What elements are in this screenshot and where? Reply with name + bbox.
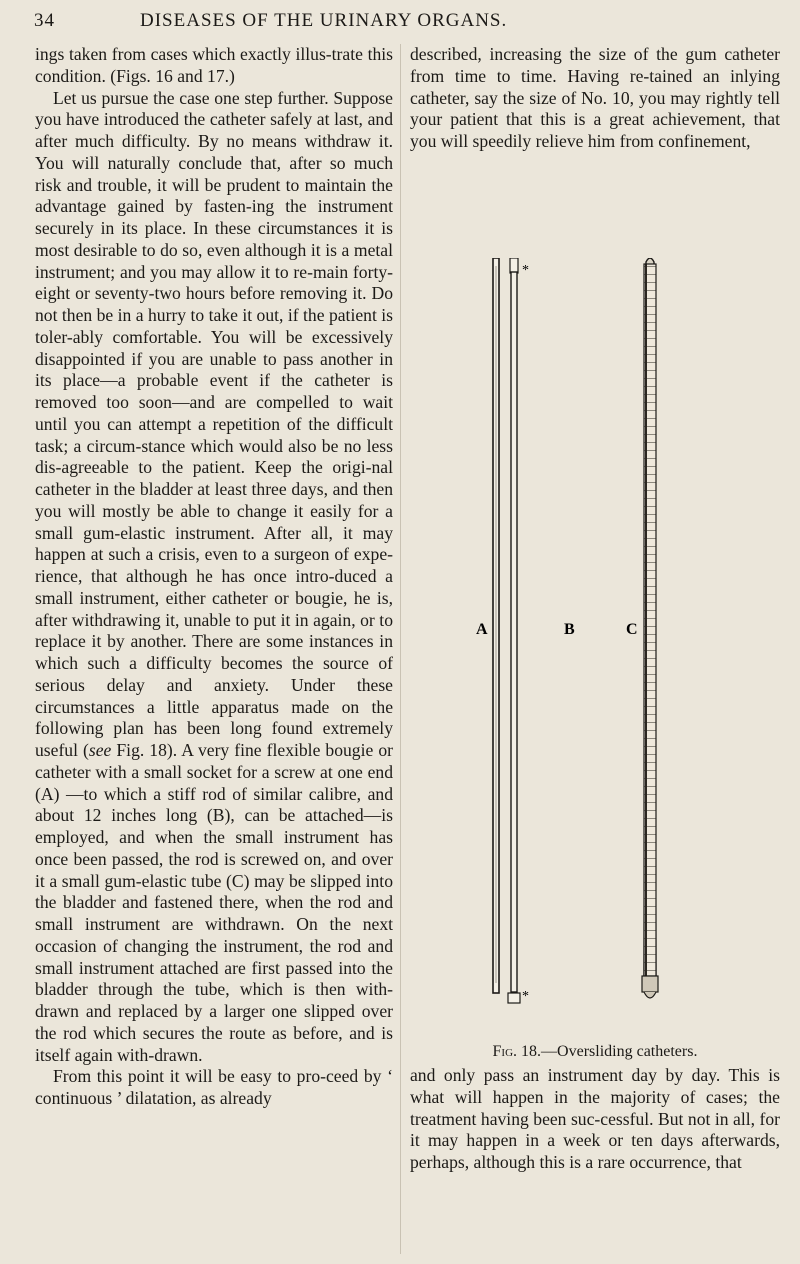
oversliding-catheters-illustration [410, 258, 780, 1048]
figure-18 [410, 258, 780, 1048]
rod-b [508, 258, 520, 1003]
right-column-bottom [410, 1065, 780, 1174]
asterisk-top: * [522, 263, 529, 278]
left-column [35, 44, 393, 1110]
page-number: 34 [34, 10, 55, 31]
paragraph-2: Let us pursue the case one step further. Suppose you have introduced the catheter safely at last, and after much difficulty. By no means withdraw it. You will naturally conclude that, after so much risk and trouble, it will be prudent to maintain the advantage gained by fasten-ing the instrument securely in its place. In these circumstances it is most desirable to do so, even although it is a metal instrument; and you may allow it to re-main forty-eight or seventy-two hours before removing it. Do not then be in a hurry to take it out, if the patient is toler-ably comfortable. You will be excessively disappointed if you are unable to pass another in its place—a probable event if the catheter is removed too soon—and are compelled to wait until you can attempt a repetition of the difficult task; a circum-stance which would also be no less dis-agreeable to the patient. Keep the origi-nal catheter in the bladder at least three days, and then you will mostly be able to change it easily for a small gum-elastic instrument. After all, it may happen at such a crisis, even to a surgeon of expe-rience, that although he has once intro-duced a small instrument, either catheter or bougie, he is, after withdrawing it, unable to put it in again, or to replace it by another. There are some instances in which such a difficulty becomes the source of serious delay and anxiety. Under these circumstances a little apparatus made on the following plan has been long found extremely useful (see Fig. 18). A very fine flexible bougie or catheter with a small socket for a screw at one end (A) —to which a stiff rod of similar calibre, and about 12 inches long (B), can be attached—is employed, and when the small instrument has once been passed, the rod is screwed on, and over it a small gum-elastic tube (C) may be slipped into the bladder and fastened there, when the rod and small instrument are withdrawn. On the next occasion of changing the instrument, the rod and small instrument attached are first passed into the bladder through the tube, which is then with-drawn and replaced by a larger one slipped over the rod which secures the route as before, and is itself again with-drawn. [35, 87, 393, 1065]
running-title: DISEASES OF THE URINARY ORGANS. [140, 10, 508, 31]
right-column-top [410, 44, 780, 153]
see-italic: see [88, 740, 112, 760]
paragraph-3: From this point it will be easy to pro-ceed by ‘ continuous ’ dilatation, as already [35, 1066, 393, 1108]
tube-c [642, 258, 658, 998]
paragraph-right-top: described, increasing the size of the gum catheter from time to time. Having re-tained an inlying catheter, say the size of No. 10, you may rightly tell your patient that this is a great achievement, that you will speedily relieve him from confinement, [410, 44, 780, 151]
label-c: C [626, 621, 638, 638]
column-divider [400, 44, 401, 1254]
label-a: A [476, 621, 488, 638]
paragraph-1: ings taken from cases which exactly illus-trate this condition. (Figs. 16 and 17.) [35, 44, 393, 86]
page-header [30, 6, 770, 38]
figure-caption [410, 1043, 780, 1061]
caption-label: Fig. 18. [492, 1043, 542, 1060]
asterisk-bottom: * [522, 989, 529, 1004]
caption-text: —Oversliding catheters. [541, 1043, 698, 1060]
paragraph-right-bottom: and only pass an instrument day by day. This is what will happen in the majority of cases; the treatment having been suc-cessful. But not in all, for it may happen in a week or ten days afterwards, perhaps, although this is a rare occurrence, that [410, 1065, 780, 1172]
label-b: B [564, 621, 575, 638]
catheter-a [493, 258, 499, 993]
